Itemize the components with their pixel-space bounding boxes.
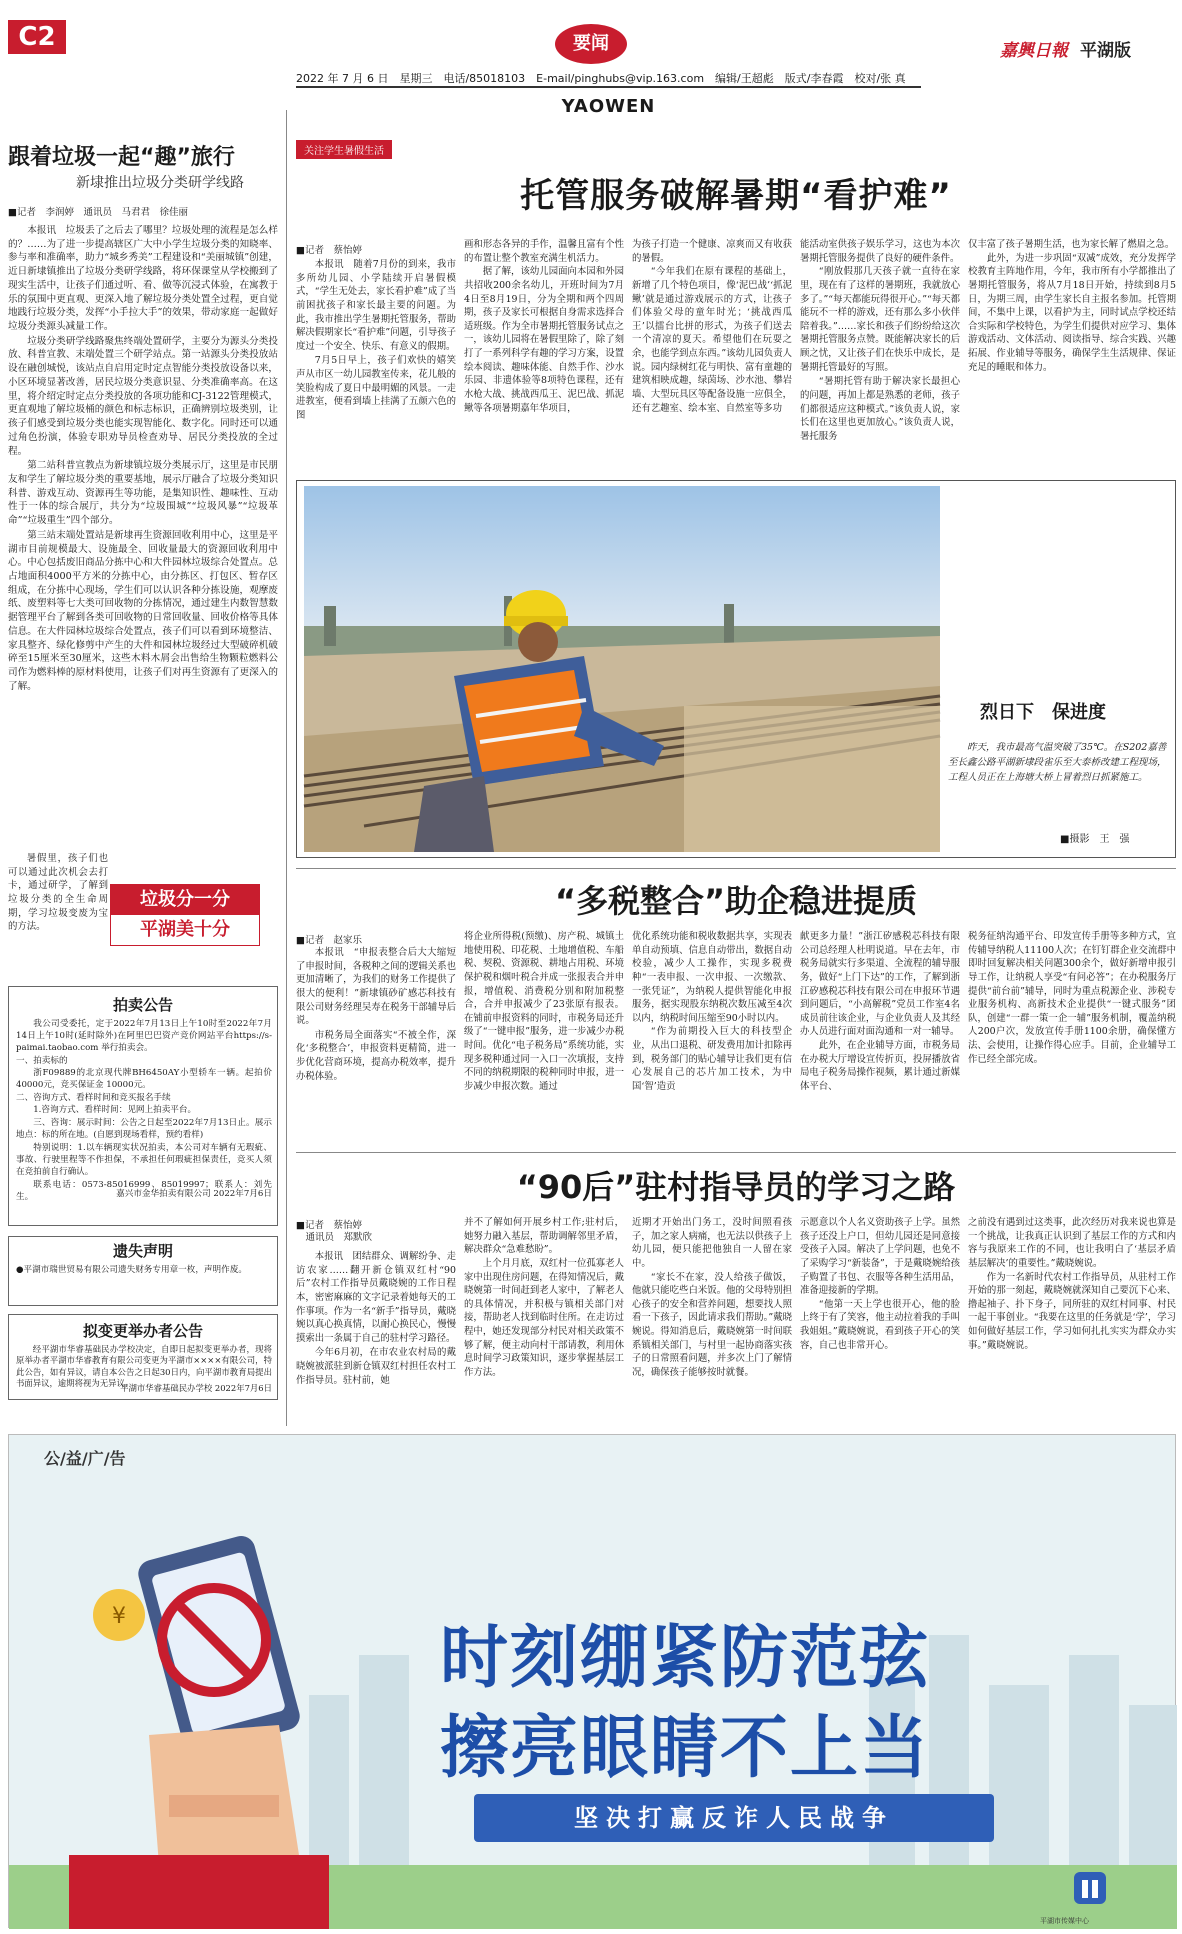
article3-column [968,1216,1176,1426]
article3-column [632,1216,792,1426]
section-divider [296,868,1176,869]
section-seal: 要闻 [555,24,627,64]
section-pinyin: YAOWEN [561,96,656,117]
paragraph: “作为前期投入巨大的科技型企业，从出口退税、研发费用加计扣除再到，税务部门的贴心辅导让我们更有信心发展自己的芯片加工技术，为中国‘智’造贡 [632,1026,792,1092]
notice-line: 特别说明：1.以车辆现实状况拍卖，本公司对车辆有无瑕疵、事故、行驶里程等不作担保，不承担任何瑕疵担保责任，竞买人须在竞拍前自行确认。 [16,1143,272,1178]
paragraph: 本报讯 垃圾丢了之后去了哪里？垃圾处理的流程是怎么样的？……为了进一步提高辖区广大中小学生垃圾分类的知晓率、参与率和准确率，助力“城乡秀美”工程建设和“美丽城镇”创建，近日新埭镇推出了垃圾分类研学线路，将环保课堂从学校搬到了现实生活中，让孩子们通过听、看、做等沉浸式体验，在寓教于乐的氛围中更直观、更深入地了解垃圾分类处置全过程，更自觉地践行垃圾分类，发挥“小手拉大手”的效果，带动家庭一起做好垃圾分类源头减量工作。 [8,225,278,333]
article3-column [800,1216,960,1426]
header-info-line: 2022 年 7 月 6 日 星期三 电话/85018103 E-mail/pinghubs@vip.163.com 编辑/王超彪 版式/李春霞 校对/张 真 [296,72,906,85]
newspaper-brand: 嘉興日報 [1000,41,1068,61]
article1-column [632,238,792,470]
article1-column [968,238,1176,470]
paragraph: 示愿意以个人名义资助孩子上学。虽然孩子还没上户口，但幼儿园还是同意接受孩子入园。解决了上学问题，也免不了采购学习“新装备”，于是戴晓婉给孩子购置了书包、衣服等各种生活用品，准备迎接新的学期。 [800,1217,960,1297]
paragraph: “刚放假那几天孩子就一直待在家里，现在有了这样的暑期班，我就放心多了。”“每天都能玩得很开心。”“每天都能玩不一样的游戏，还有那么多小伙伴陪着我。”……家长和孩子们纷纷给这次暑期托管服务点赞。既能解决家长的后顾之忧，又让孩子们在快乐中成长，是暑期托管最好的写照。 [800,266,960,373]
media-center-logo-text: 平湖市传媒中心 [1040,1917,1089,1925]
paragraph: 本报讯 “申报表整合后大大缩短了申报时间，各税种之间的逻辑关系也更加清晰了，为我们的财务工作提供了很大的便利！”新埭镇砂矿感芯科技有限公司财务经理吴寿在税务干部辅导后说。 [296,947,456,1027]
notice-line: 浙F09889的北京现代牌BH6450AY小型轿车一辆。起拍价40000元，竞买保证金 10000元。 [16,1068,272,1091]
construction-worker-photo [304,486,940,852]
paragraph: 7月5日早上，孩子们欢快的嬉笑声从市区一幼儿园教室传来，花儿般的笑脸构成了夏日中最明媚的风景。一走进教室，便看到墙上挂满了五颜六色的图 [296,355,456,421]
edition-name: 平湖版 [1080,41,1131,61]
article2-byline: ■记者 赵家乐 [296,935,362,946]
paragraph: 暑假里，孩子们也可以通过此次机会去打卡，通过研学，了解到垃圾分类的全生命周期，学习垃圾变废为宝的方法。 [8,853,108,933]
article3-byline: ■记者 蔡怡婷 通讯员 郑默欣 [296,1220,373,1244]
paragraph: 将企业所得税(预缴)、房产税、城镇土地使用税、印花税、土地增值税、车船税、契税、资源税、耕地占用税、环境保护税和烟叶税合并成一张报表合并申报，增值税、消费税分别和附加税整合，合并申报减少了23张原有报表。在铺前申报资料的同时，市税务局还升级了“一键申报”服务，进一步减少办税时间。优化“电子税务局”系统功能，实现多税种通过同一入口一次填报，支持不同的纳税期限的税种同时申报，进一步减少申报次数。通过 [464,931,624,1092]
article2-column [968,930,1176,1146]
loss-notice-body: ●平湖市瑞世贸易有限公司遗失财务专用章一枚，声明作废。 [16,1265,247,1275]
paragraph: 据了解，该幼儿园面向本园和外园共招收200余名幼儿，开班时间为7月4日至8月19日，分为全期和两个四周期，孩子及家长可根据自身需求选择合适班级。作为全市暑期托管服务试点之一，该幼儿园将在暑假里除了，除了刻打了一系列科学有趣的学习方案，设置绘本阅读、趣味体能、自然手作、沙水乐园、非遗体验等8项特色课程，还有水枪大战、挑战西瓜王、泥巴战、抓泥鳅等各项暑期嘉年华项目， [464,266,624,414]
paragraph: 献更多力量！”浙江矽感税芯科技有限公司总经理人杜明说道。早在去年，市税务局就实行多渠道、全流程的辅导服务，做好“上门下达”的工作，了解到浙江矽感税芯科技有限公司在申报环节遇到问题后，“小高解税”党员工作室4名成员前往该企业，与企业负责人及其经办人员进行面对面沟通和一对一辅导。 [800,931,960,1038]
loss-notice-title: 遗失声明 [112,1242,173,1260]
photo-caption: 昨天，我市最高气温突破了35℃。在S202嘉善至长鑫公路平湖新埭段雀乐至大泰桥改建工程现场，工程人员正在上海塘大桥上冒着烈日抓紧施工。 [948,742,1167,784]
paragraph: “暑期托管有助于解决家长最担心的问题，再加上都是熟悉的老师，孩子们都很适应这种模式。”该负责人说，家长们在这里也更加放心。”该负责人说，暑托服务 [800,376,960,442]
article2-title: “多税整合”助企稳进提质 [554,882,918,920]
notice-line: 我公司受委托，定于2022年7月13日上午10时至2022年7月14日上午10时(延时除外)在阿里巴巴资产竞价网站平台https://s-paimai.taobao.com 举行拍卖会。 [16,1019,272,1054]
paragraph: 此外，在企业辅导方面，市税务局在办税大厅增设宣传折页，投屏播放省局电子税务局操作视频，累计通过新媒体平台、 [800,1040,960,1092]
paragraph: 并不了解如何开展乡村工作;驻村后，她努力融入基层，帮助调解邻里矛盾，解决群众“急难愁盼”。 [464,1217,624,1256]
left-article-body [8,224,278,852]
notice-line: 一、拍卖标的 [16,1056,68,1067]
paragraph: 本报讯 随着7月份的到来，我市多所幼儿园、小学陆续开启暑假模式，“学生无处去，家长看护难”成了当前困扰孩子和家长最主要的问题。为此，我市推出学生暑期托管服务，帮助解决假期家长“看护难”问题，引导孩子度过一个安全、快乐、有意义的假期。 [296,259,456,352]
slogan-box [110,884,260,946]
ad-headline-line-1: 时刻绷紧防范弦 [440,1619,931,1698]
paragraph: 市税务局全面落实“不被全作，深化‘多税整合’，申报资料更精简，进一步优化营商环境，提高办税效率，提升办税体验。 [296,1029,456,1082]
column-divider [286,110,287,1426]
paragraph: 作为一名新时代农村工作指导员，从驻村工作开始的那一刻起，戴晓婉就深知自己要沉下心来、撸起袖子、扑下身子，同所驻的双红村同事、村民一起干事创业。“我要在这里的任务就是‘学’，学习如何做好基层工作，学习如何扎扎实实为群众办实事。”戴晓婉说。 [968,1271,1176,1351]
left-article-tail [8,852,108,960]
article1-byline: ■记者 蔡怡婷 [296,245,362,256]
article1-column [464,238,624,470]
paragraph: 此外，为进一步巩固“双减”成效，充分发挥学校教育主阵地作用，今年，我市所有小学都推出了暑期托管服务，将从7月18日开始，持续到8月5日，为期三周，由学生家长自主报名参加。托管期间，不集中上课，以看护为主，同时试点学校还结合实际和学校特色，为学生们提供对应学习、集体游戏活动、文体活动、阅读指导、综合实践、兴趣拓展、作业辅导等服务，确保学生生活规律、保证充足的睡眠和体力。 [968,252,1176,373]
paragraph: “家长不在家，没人给孩子做饭，他就只能吃些白米饭。他的父母特别担心孩子的安全和营养问题，想要找人照看一下孩子，因此请求我们帮助。”戴晓婉说。得知消息后，戴晓婉第一时间联系镇相关部门，与村里一起协商落实孩子的日常照看问题，并多次上门了解情况，确保孩子能够按时就餐。 [632,1271,792,1378]
paragraph: 仅丰富了孩子暑期生活，也为家长解了燃眉之急。 [968,239,1175,250]
article2-column [464,930,624,1146]
photo-credit: ■摄影 王 强 [1060,834,1130,845]
svg-text:¥: ¥ [112,1604,126,1629]
ad-banner: 坚决打赢反诈人民战争 [474,1794,994,1842]
left-article-subtitle: 新埭推出垃圾分类研学线路 [76,175,244,191]
paragraph: 上个月月底，双红村一位孤寡老人家中出现住房问题，在得知情况后，戴晓婉第一时间赶到老人家中，了解老人的具体情况，并积极与镇相关部门对接，帮助老人找到临时住所。在走访过程中，她还发现部分村民对相关政策不够了解，便主动向村干部请教，利用休息时间学习政策知识，逐步掌握基层工作方法。 [464,1257,624,1378]
article2-column [800,930,960,1146]
paragraph: “他第一天上学也很开心，他的脸上终于有了笑容，他主动拉着我的手叫我姐姐。”戴晓婉说，看到孩子开心的笑容，自己也非常开心。 [800,1298,960,1351]
header-rule [296,86,921,88]
article1-column [296,258,456,470]
page-number: C2 [8,20,66,54]
notice-line: 经平湖市华睿基础民办学校决定，自即日起拟变更举办者，现将原举办者平湖市华睿教育有限公司变更为平湖市××××有限公司，特此公告，如有异议，请自本公告之日起30日内，向平湖市教育局提出书面异议，逾期将视为无异议。 [16,1344,272,1389]
notice-line: 二、咨询方式、看样时间和竞买报名手续 [16,1093,171,1104]
paragraph: 垃圾分类研学线路聚焦终端处置研学，主要分为源头分类投放、科普宣教、末端处置三个研学站点。第一站源头分类投放站设在融创城悦，该站点自启用定时定点智能分类投放设备以来，小区环境显著改善，居民垃圾分类意识显、分类准确率高。在这里，将介绍定时定点分类投放的各项功能和CJ-3122管理模式，更直观地了解垃圾桶的颜色和标志标识，正确辨别垃圾类别，让孩子们感受到垃圾分类也能实现智能化、数字化。同时还可以通过角色扮演，体验专职劝导员检查劝导、居民分类投放的全过程。 [8,335,278,457]
media-center-logo-icon [1060,1870,1120,1910]
paragraph: “今年我们在原有课程的基础上，新增了几个特色项目，像‘泥巴战’‘抓泥鳅’就是通过游戏展示的方式，让孩子们体验父母的童年时光；‘挑战西瓜王’以擂台比拼的形式，为孩子们送去一个清凉的夏天。希望他们在玩耍之余，也能学到点东西。”该幼儿园负责人说。园内绿树红花与明快、富有童趣的建筑相映成趣，绿茵场、沙水池、攀岩墙、大型玩具区等配备设施一应俱全，还有艺趣室、绘本室、自然室等多功 [632,266,792,414]
photo-title: 烈日下 保进度 [980,702,1106,723]
paragraph: 能活动室供孩子娱乐学习，这也为本次暑期托管服务提供了良好的硬件条件。 [800,239,960,264]
left-article-title: 跟着垃圾一起“趣”旅行 [8,145,235,170]
topic-tag: 关注学生暑假生活 [296,140,392,159]
auction-notice-sign: 嘉兴市金华拍卖有限公司 2022年7月6日 [116,1189,272,1199]
article3-column [464,1216,624,1426]
change-notice-sign: 平湖市华睿基础民办学校 2022年7月6日 [120,1383,272,1393]
notice-line: 联系电话：0573-85016999、85019997；联系人：刘先生。 [16,1180,272,1203]
left-article-byline: ■记者 李润婷 通讯员 马君君 徐佳丽 [8,207,188,218]
ad-headline-line-2: 擦亮眼睛不上当 [440,1709,931,1788]
article3-column [296,1250,456,1426]
paragraph: 税务征纳沟通平台、印发宣传手册等多种方式，宣传辅导纳税人11100人次；在钉钉群企业交流群中即时回复解决相关问题300余个，做好新增申报引导工作，让纳税人享受“有问必答”；在办税服务厅提供“前台前”辅导，同时为重点税源企业、涉税专业服务机构、高新技术企业提供“一键式服务”团队，创建“一群一策一企一辅”服务机制，覆盖纳税人200户次，发放宣传手册1100余册，确保懂方法、会使用，让操作得心应手。目前，企业辅导工作已经全部完成。 [968,931,1176,1065]
auction-notice-title: 拍卖公告 [112,996,173,1014]
change-notice-title: 拟变更举办者公告 [82,1322,203,1340]
slogan-line-1: 垃圾分一分 [111,885,259,915]
paragraph: 第三站末端处置站是新埭再生资源回收利用中心，这里是平湖市目前规模最大、设施最全、回收量最大的资源回收利用中心。中心包括废旧商品分拣中心和大件园林垃圾综合处置点。总占地面积4000平方米的分拣中心，由分拣区、打包区、暂存区组成，在分拣中心现场，学生们可以认识各种分拣设施，观摩废纸、废塑料等七大类可回收物的分拣情况，通过建生内数智慧数据管理平台了解到各类可回收物的日常回收量、回收价格等具体信息。在大件园林垃圾综合处置点，孩子们可以看到环境整洁、家具整齐、绿化修剪中产生的大件和园林垃圾经过大型破碎机破碎至15厘米至30厘米，这些木料木屑会出售给生物颗粒燃料公司作为燃料棒的原材料使用，让孩子们对再生资源有了更深入的了解。 [8,529,278,692]
article2-column [632,930,792,1146]
article1-title: 托管服务破解暑期“看护难” [520,176,952,216]
paragraph: 为孩子打造一个健康、凉爽而又有收获的暑假。 [632,239,792,264]
notice-line: 1.咨询方式、看样时间：见网上拍卖平台。 [33,1105,197,1116]
notice-line: 三、咨询：展示时间：公告之日起至2022年7月13日止。展示地点：标的所在地。(自愿到现场看样，预约看样) [16,1118,272,1141]
paragraph: 今年6月初，在市农业农村局的戴晓婉被派驻到新仓镇双红村担任农村工作指导员。驻村前，她 [296,1347,456,1386]
slogan-line-2: 平湖美十分 [140,919,230,940]
paragraph: 近期才开始出门务工，没时间照看孩子，加之家人病痛，也无法以供孩子上幼儿园，便只能把他独自一人留在家中。 [632,1217,792,1269]
paragraph: 之前没有遇到过这类事，此次经历对我来说也算是一个挑战，让我真正认识到了基层工作的方式和内容与我原来工作的不同，也让我明白了‘基层矛盾基层解决’的重要性。”戴晓婉说。 [968,1217,1176,1269]
article1-column [800,238,960,470]
paragraph: 画和形态各异的手作，温馨且富有个性的布置让整个教室充满生机活力。 [464,239,624,264]
paragraph: 本报讯 团结群众、调解纷争、走访农家……翻开新仓镇双红村“90后”农村工作指导员戴晓婉的工作日程本，密密麻麻的文字记录着她每天的工作事项。作为一名“新手”指导员，戴晓婉以真心换真情，以耐心换民心，慢慢摸索出一条属于自己的驻村学习路径。 [296,1251,456,1344]
ad-label: 公/益/广/告 [44,1449,126,1468]
article3-title: “90后”驻村指导员的学习之路 [516,1168,956,1206]
paragraph: 第二站科普宣教点为新埭镇垃圾分类展示厅，这里是市民朋友和学生了解垃圾分类的重要基地，展示厅融合了垃圾分类知识科普、游戏互动、资源再生等功能，是集知识性、趣味性、互动性于一体的综合展厅，共分为“垃圾围城”“垃圾风暴”“垃圾革命”“垃圾重生”四个部分。 [8,460,278,527]
section-divider [296,1152,1176,1153]
article2-column [296,946,456,1146]
paragraph: 优化系统功能和税收数据共享，实现表单自动预填、信息自动带出，数据自动校验，减少人工操作，实现多税费种“一表申报、一次申报、一次缴款、一张凭证”，为纳税人提供智能化申报服务，据实现股东纳税次数压减至4次以内，纳税时间压缩至90小时以内。 [632,931,792,1024]
